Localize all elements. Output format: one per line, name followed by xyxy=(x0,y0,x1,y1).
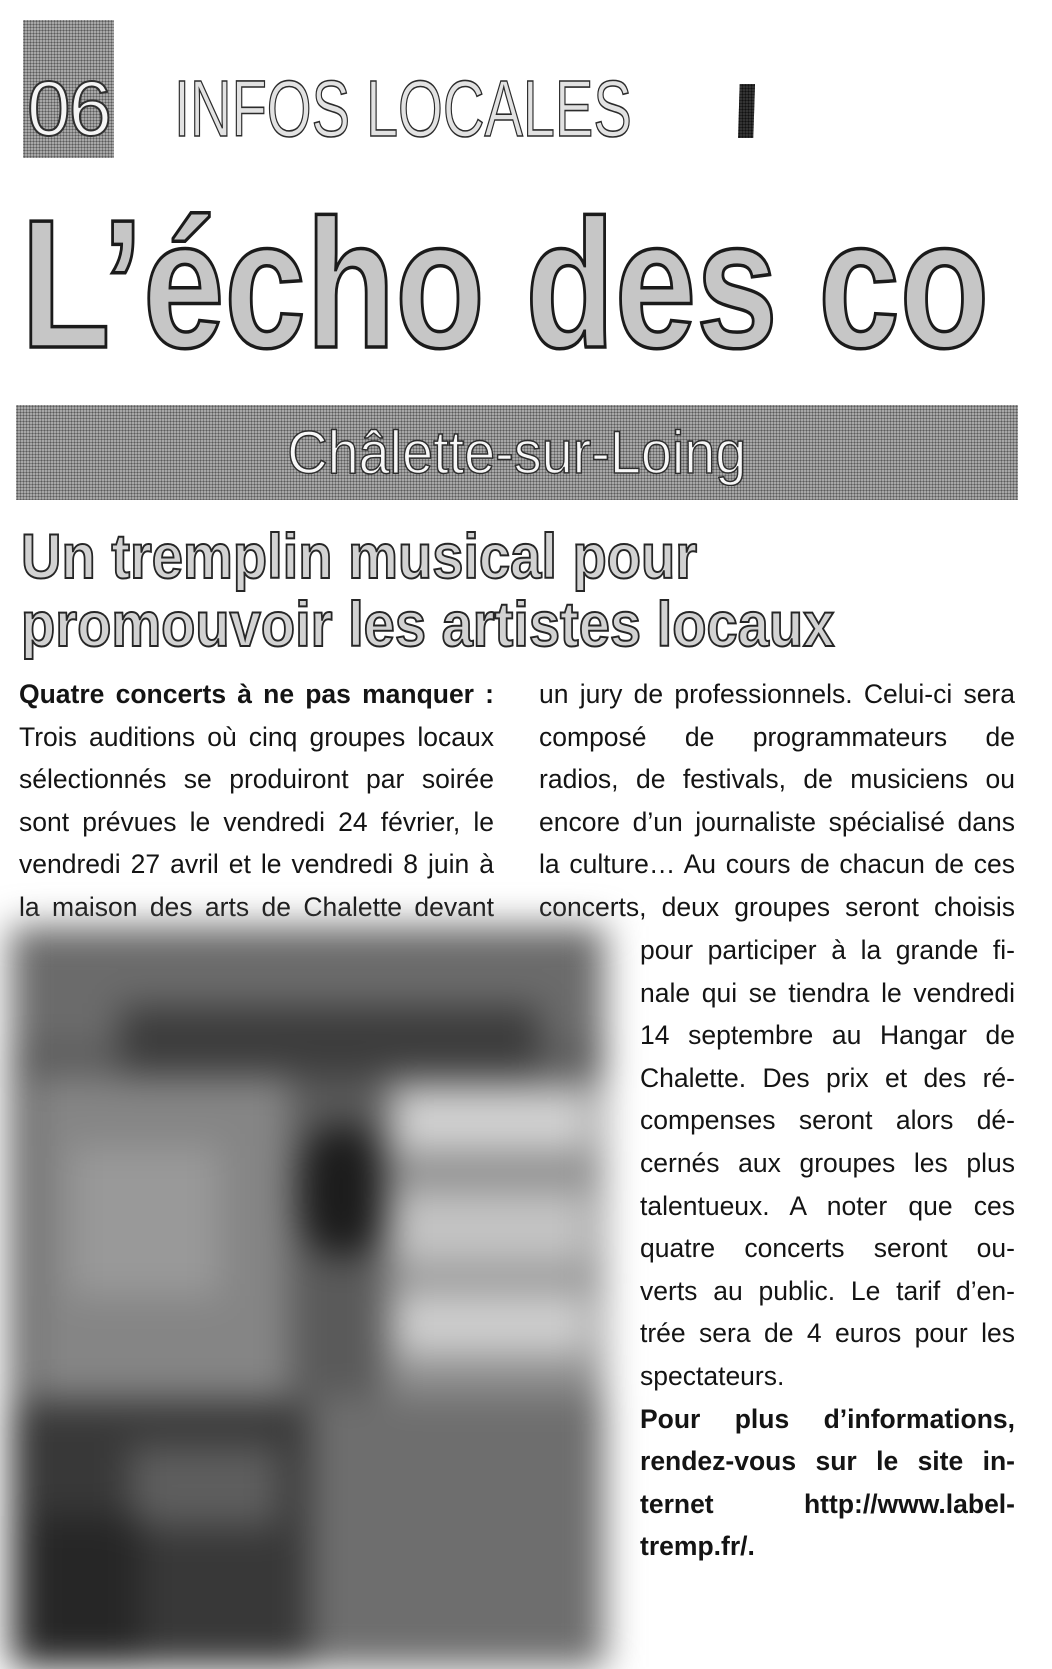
article-line: pour participer à la grande fi- xyxy=(640,935,1015,965)
photo-region xyxy=(395,1291,590,1356)
article-line: concerts, deux groupes seront choisis xyxy=(539,891,1015,922)
article-line: sont prévues le vendredi 24 février, le xyxy=(19,806,494,837)
section-title: INFOS LOCALES xyxy=(174,64,632,153)
article-lead-in: Quatre concerts à ne pas manquer : xyxy=(19,679,494,709)
photo-region xyxy=(130,1446,280,1526)
article-line: composé de programmateurs de xyxy=(539,721,1015,752)
article-line: Chalette. Des prix et des ré- xyxy=(640,1062,1015,1093)
page-number: 06 xyxy=(27,64,110,152)
article-line: compenses seront alors dé- xyxy=(640,1105,1015,1136)
article-line: sélectionnés se produiront par soirée xyxy=(19,764,494,795)
location-label: Châlette-sur-Loing xyxy=(287,418,747,486)
info-line: rendez-vous sur le site in- xyxy=(640,1446,1015,1477)
article-line: Trois auditions où cinq groupes locaux xyxy=(19,721,494,752)
photo-region xyxy=(30,1516,140,1666)
article-line: encore d’un journaliste spécialisé dans xyxy=(539,806,1015,837)
photo-region xyxy=(70,1146,220,1296)
section-bar-decoration xyxy=(738,84,755,138)
headline-container xyxy=(0,160,1020,410)
article-line: la culture… Au cours de chacun de ces xyxy=(539,849,1015,880)
photo-region xyxy=(300,1126,385,1256)
article-line: radios, de festivals, de musiciens ou xyxy=(539,764,1015,795)
photo-blurred-content xyxy=(10,926,605,1667)
location-band xyxy=(16,405,1018,500)
info-line: ternet http://www.label- xyxy=(640,1488,1015,1519)
photo-region xyxy=(120,1006,540,1076)
article-line: verts au public. Le tarif d’en- xyxy=(640,1275,1015,1306)
article-line: la maison des arts de Chalette devant xyxy=(19,891,494,922)
article-line: nale qui se tiendra le vendredi xyxy=(640,977,1015,1008)
subheading-line: Un tremplin musical pour xyxy=(21,522,698,592)
article-line: spectateurs. xyxy=(640,1360,785,1391)
article-column-1 xyxy=(19,673,494,929)
headline: L’écho des co xyxy=(21,181,990,386)
subheading xyxy=(21,523,1021,659)
article-line: talentueux. A noter que ces xyxy=(640,1190,1015,1221)
article-line: vendredi 27 avril et le vendredi 8 juin à xyxy=(19,849,494,880)
photo-region xyxy=(395,1191,590,1266)
photo-region xyxy=(310,1396,605,1667)
article-line: un jury de professionnels. Celui-ci sera xyxy=(539,679,1015,709)
info-line: Pour plus d’informations, xyxy=(640,1403,1015,1434)
article-column-2 xyxy=(539,673,1015,929)
article-photo xyxy=(10,926,605,1667)
article-line: 14 septembre au Hangar de xyxy=(640,1020,1015,1051)
article-line: cernés aux groupes les plus xyxy=(640,1147,1015,1178)
page-number-badge xyxy=(23,20,114,158)
article-line: trée sera de 4 euros pour les xyxy=(640,1318,1015,1349)
article-line: quatre concerts seront ou- xyxy=(640,1233,1015,1264)
info-line: tremp.fr/. xyxy=(640,1531,755,1562)
photo-region xyxy=(395,1091,590,1151)
subheading-line: promouvoir les artistes locaux xyxy=(21,590,835,660)
article-column-3 xyxy=(640,929,1015,1568)
